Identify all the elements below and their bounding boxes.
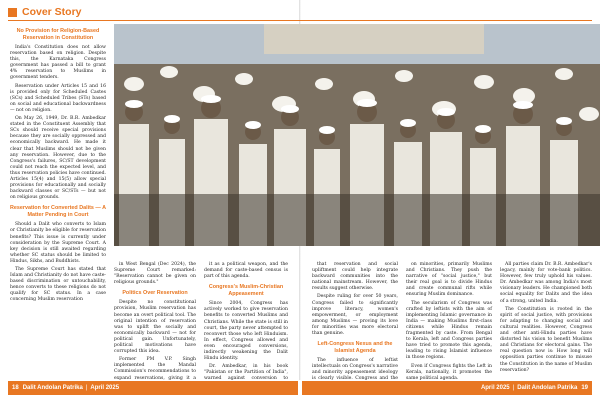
paragraph: on minorities, primarily Muslims and Christians. They push the narrative of "social justice," but their real goal is to divide Hindus and create communal rifts while ensuring Muslim dominance.: [406, 262, 492, 298]
paragraph: Despite ruling for over 50 years, Congress failed to significantly improve literacy, women's empowerment, or employment among Muslims — proving its love for minorities was more electoral than genuine.: [312, 294, 398, 337]
paragraph: Even if Congress fights the Left in Kerala, nationally, it promotes the same political agenda.: [406, 363, 492, 381]
header-rule: [8, 20, 592, 21]
paragraph: The influence of leftist intellectuals on Congress's narrative and minority appeasement ideology is clearly visible. Congress and the: [312, 358, 398, 382]
paragraph: in West Bengal (Dec 2024), the Supreme Court remarked: "Reservation cannot be given on religious grounds.": [114, 262, 196, 286]
article-column-1: [10, 24, 106, 374]
issue-date-right: April 2025: [480, 385, 510, 391]
article-column-3: [204, 262, 288, 382]
paragraph: The Supreme Court has stated that Islam and Christianity do not have caste-based discrimination or untouchability, hence converts to these religions do not qualify for SC status. In a case concerning Muslim reservation: [10, 267, 106, 303]
paragraph: Reservation under Articles 15 and 16 is provided only for Scheduled Castes (SCs) and Scheduled Tribes (STs) based on social and educational backwardness — not on religion.: [10, 83, 106, 113]
paragraph: Despite no constitutional provision, Muslim reservation has become an overt political tool. The original intention of reservation was to uplift the socially and economically backward — not for political gain. Unfortunately, political motivations have corrupted this idea.: [114, 300, 196, 355]
article-column-2: [114, 262, 196, 381]
page-number-left: 18: [12, 385, 19, 391]
paragraph: Should a Dalit who converts to Islam or Christianity be eligible for reservation benefits? This issue is currently under consideration by the Supreme Court. A key decision is still awaited regarding whether SC status should be limited to Hindus, Sikhs, and Buddhists.: [10, 222, 106, 264]
subheading-converted-dalits: Reservation for Converted Dalits — A Matter Pending in Court: [10, 205, 106, 219]
paragraph: that reservation and social upliftment could help integrate backward communities into the national mainstream. However, the results suggest otherwise.: [312, 262, 398, 292]
section-marker-icon: [8, 8, 17, 17]
footer-separator-right: |: [512, 385, 515, 391]
article-column-6: [500, 262, 592, 376]
section-title: Cover Story: [22, 6, 82, 18]
subheading-left-congress-nexus: Left-Congress Nexus and the Islamist Agenda: [317, 341, 393, 355]
paragraph: it as a political weapon, and the demand for caste-based census is part of this agenda.: [204, 262, 288, 280]
magazine-name-right: Dalit Andolan Patrika: [517, 385, 578, 391]
crowd-photo-illustration: [114, 24, 600, 246]
page-number-right: 19: [581, 385, 588, 391]
paragraph: On May 26, 1949, Dr. B.R. Ambedkar stated in the Constituent Assembly that SCs should receive special provisions because they are socially oppressed and economically backward. He made it clear that Muslims should not be given any reservation. However, due to the Congress's failures, SC/ST development could not reach the expected level, and thus reservation policies have continued. Articles 15(4) and 15(5) allow special provisions for educationally and socially backward classes or SC/STs — but not on religious grounds.: [10, 116, 106, 201]
footer-separator-left: |: [85, 385, 88, 391]
paragraph: Former PM V.P. Singh implemented the Mandal Commission's recommendations to expand reservations, giving it a: [114, 357, 196, 381]
paragraph: Dr. Ambedkar, in his book "Pakistan or the Partition of India", warned against conversion to: [204, 364, 288, 382]
paragraph: The secularism of Congress was crafted by leftists with the aim of implementing Islamic governance in India — making Muslims first-class citizens while Hindus remain fragmented by caste. From Bengal to Kerala, left and Congress parties have tried to promote this agenda, leading to rising Islamist influence in those regions.: [406, 300, 492, 361]
paragraph: The Constitution is rooted in the spirit of social justice, with provisions for adapting to changing social and cultural realities. However, Congress and other anti-Hindu parties have distorted his vision to benefit Muslims and Christians for electoral gains. The real question now is: How long will opposition parties continue to misuse the Constitution in the name of Muslim reservation?: [500, 306, 592, 373]
article-column-4: [312, 262, 398, 382]
subheading-politics-over-reservation: Politics Over Reservation: [122, 290, 188, 297]
article-column-5: [406, 262, 492, 381]
subheading-no-religion-reservation: No Provision for Religion-Based Reservation in Constitution: [16, 28, 100, 41]
footer-left: [8, 381, 298, 395]
paragraph: All parties claim Dr. B.R. Ambedkar's legacy, mainly for vote-bank politics. However, few truly uphold his values. Dr. Ambedkar was among India's most visionary leaders. He championed both social equality for Dalits and the idea of a strong, united India.: [500, 262, 592, 304]
section-header: [8, 6, 82, 18]
issue-date-left: April 2025: [90, 385, 120, 391]
paragraph: Since 2004, Congress has actively worked to give reservation benefits to converted Muslims and Christians. While the state is still in court, the party never attempted to reconvert those who left Hinduism. In effect, Congress allowed and even encouraged conversions, indirectly weakening the Dalit Hindu identity.: [204, 301, 288, 362]
paragraph: India's Constitution does not allow reservation based on religion. Despite this, the Karnataka Congress government has passed a bill to grant 4% reservation to Muslims in government tenders.: [10, 45, 106, 81]
subheading-congress-appeasement: Congress's Muslim-Christian Appeasement: [208, 284, 284, 298]
crowd-photo: [114, 24, 600, 246]
magazine-name-left: Dalit Andolan Patrika: [22, 385, 83, 391]
footer-right: [302, 381, 592, 395]
